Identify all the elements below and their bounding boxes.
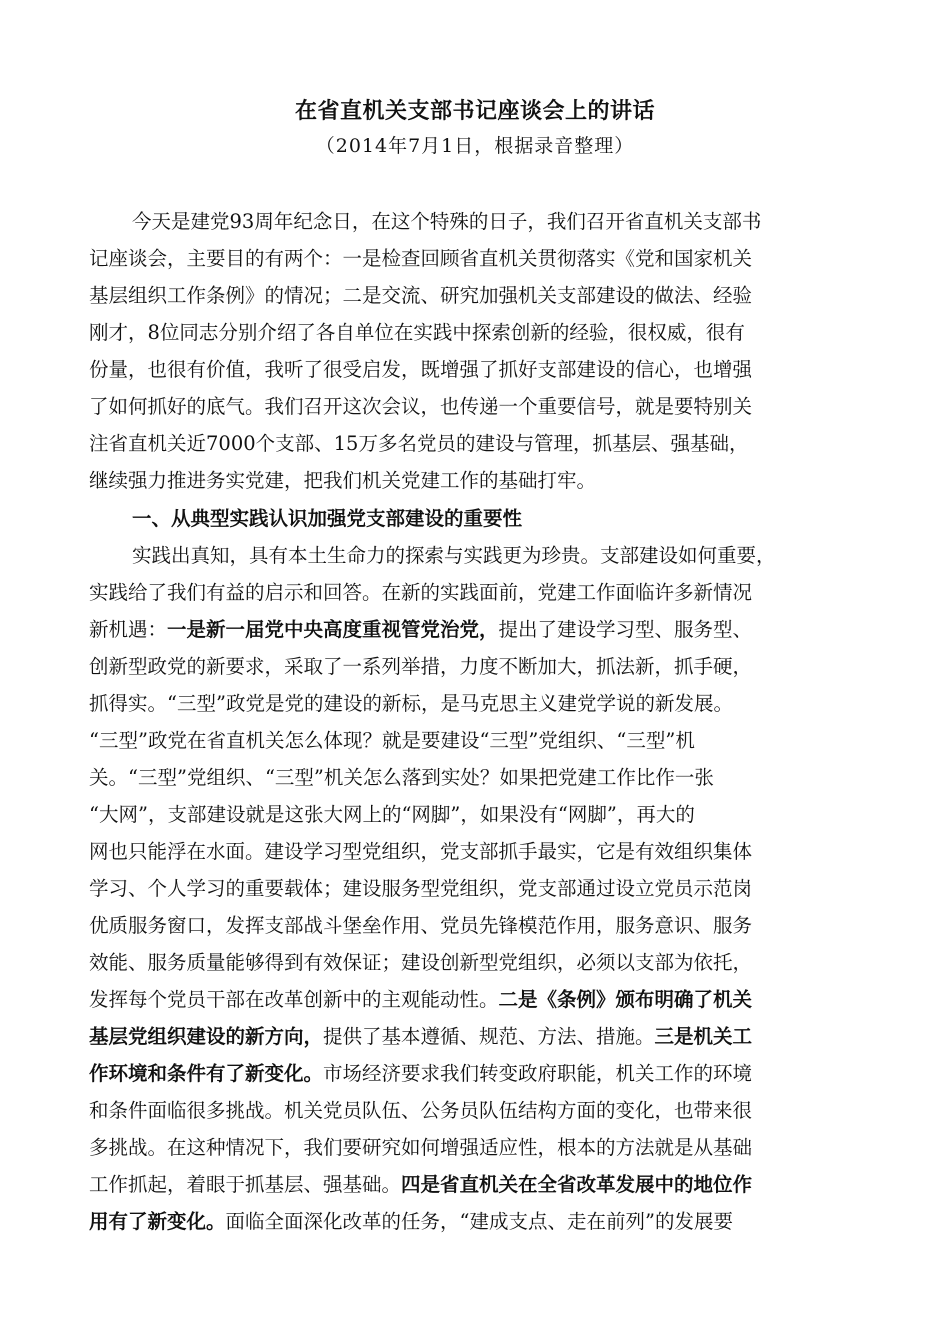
text-line: 实践给了我们有益的启示和回答。在新的实践面前，党建工作面临许多新情况 bbox=[89, 581, 753, 604]
text-line: 今天是建党93周年纪念日，在这个特殊的日子，我们召开省直机关支部书 bbox=[132, 210, 762, 233]
text-line: 注省直机关近7000个支部、15万多名党员的建设与管理，抓基层、强基础， bbox=[89, 432, 749, 455]
text-line: 了如何抓好的底气。我们召开这次会议，也传递一个重要信号，就是要特别关 bbox=[89, 395, 753, 418]
text-line: 用有了新变化。面临全面深化改革的任务，“建成支点、走在前列”的发展要 bbox=[89, 1210, 733, 1233]
text-line: 学习、个人学习的重要载体；建设服务型党组织，党支部通过设立党员示范岗 bbox=[89, 877, 753, 900]
text-line: 继续强力推进务实党建，把我们机关党建工作的基础打牢。 bbox=[89, 469, 597, 492]
text-line: 记座谈会，主要目的有两个：一是检查回顾省直机关贯彻落实《党和国家机关 bbox=[89, 247, 753, 270]
text-line: 新机遇：一是新一届党中央高度重视管党治党，提出了建设学习型、服务型、 bbox=[89, 618, 753, 641]
text-line: 优质服务窗口，发挥支部战斗堡垒作用、党员先锋模范作用，服务意识、服务 bbox=[89, 914, 753, 937]
text-line: 份量，也很有价值，我听了很受启发，既增强了抓好支部建设的信心，也增强 bbox=[89, 358, 753, 381]
text-line: 网也只能浮在水面。建设学习型党组织，党支部抓手最实，它是有效组织集体 bbox=[89, 840, 753, 863]
document-subtitle: （2014年7月1日，根据录音整理） bbox=[315, 135, 635, 157]
text-line: 关。“三型”党组织、“三型”机关怎么落到实处？如果把党建工作比作一张 bbox=[89, 766, 714, 789]
text-line: 作环境和条件有了新变化。市场经济要求我们转变政府职能，机关工作的环境 bbox=[89, 1062, 753, 1085]
text-line: 实践出真知，具有本土生命力的探索与实践更为珍贵。支部建设如何重要， bbox=[132, 544, 776, 567]
text-line: 效能、服务质量能够得到有效保证；建设创新型党组织，必须以支部为依托， bbox=[89, 951, 753, 974]
text-line: “三型”政党在省直机关怎么体现？就是要建设“三型”党组织、“三型”机 bbox=[89, 729, 695, 752]
text-line: “大网”，支部建设就是这张大网上的“网脚”，如果没有“网脚”，再大的 bbox=[89, 803, 695, 826]
text-line: 和条件面临很多挑战。机关党员队伍、公务员队伍结构方面的变化，也带来很 bbox=[89, 1099, 753, 1122]
text-line: 多挑战。在这种情况下，我们要研究如何增强适应性，根本的方法就是从基础 bbox=[89, 1136, 753, 1159]
text-line: 发挥每个党员干部在改革创新中的主观能动性。二是《条例》颁布明确了机关 bbox=[89, 988, 753, 1011]
text-line: 工作抓起，着眼于抓基层、强基础。四是省直机关在全省改革发展中的地位作 bbox=[89, 1173, 753, 1196]
text-line: 抓得实。“三型”政党是党的建设的新标，是马克思主义建党学说的新发展。 bbox=[89, 692, 733, 715]
section-heading: 一、从典型实践认识加强党支部建设的重要性 bbox=[132, 507, 523, 530]
text-line: 基层党组织建设的新方向，提供了基本遵循、规范、方法、措施。三是机关工 bbox=[89, 1025, 753, 1048]
text-line: 创新型政党的新要求，采取了一系列举措，力度不断加大，抓法新，抓手硬， bbox=[89, 655, 753, 678]
document-title: 在省直机关支部书记座谈会上的讲话 bbox=[294, 98, 655, 124]
text-line: 刚才，8位同志分别介绍了各自单位在实践中探索创新的经验，很权威，很有 bbox=[89, 321, 745, 344]
text-line: 基层组织工作条例》的情况；二是交流、研究加强机关支部建设的做法、经验 bbox=[89, 284, 753, 307]
